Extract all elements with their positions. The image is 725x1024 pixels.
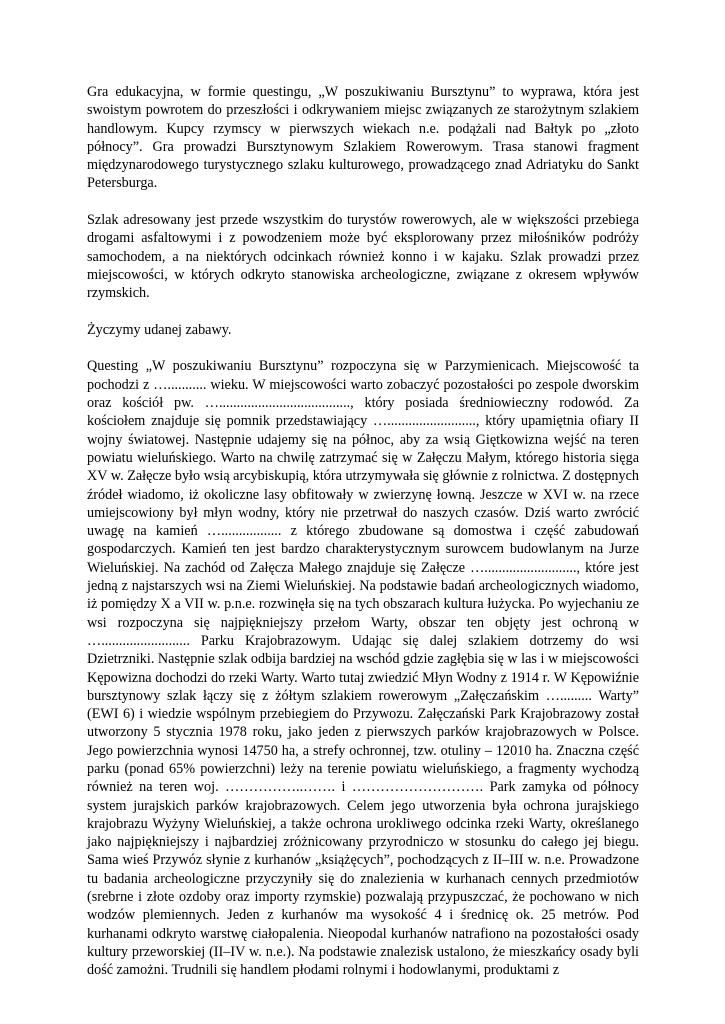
document-page: [87, 83, 639, 980]
greeting-paragraph: Życzymy udanej zabawy.: [87, 321, 232, 338]
questing-paragraph: Questing „W poszukiwaniu Bursztynu” rozpoczyna się w Parzymienicach. Miejscowość ta pochodzi z …........... wieku. W miejscowości warto zobaczyć pozostałości po zespole dworskim oraz kościół pw. …....................................., który posiada średniowieczny rodowód. Za kościołem znajduje się pomnik przedstawiający …........................., który upamiętnia ofiary II wojny światowej. Następnie udajemy się na północ, aby za wsią Giętkowizna wejść na teren powiatu wieluńskiego. Warto na chwilę zatrzymać się w Załęczu Małym, którego historia sięga XV w. Załęcze było wsią arcybiskupią, która utrzymywała się głównie z rolnictwa. Z dostępnych źródeł wiadomo, iż okoliczne lasy obfitowały w zwierzynę łowną. Jeszcze w XVI w. na rzece umiejscowiony był młyn wodny, który nie przetrwał do naszych czasów. Dziś warto zwrócić uwagę na kamień …................. z którego zbudowane są domostwa i część zabudowań gospodarczych. Kamień ten jest bardzo charakterystycznym surowcem budowlanym na Jurze Wieluńskiej. Na zachód od Załęcza Małego znajduje się Załęcze ….........................., które jest jedną z najstarszych wsi na Ziemi Wieluńskiej. Na podstawie badań archeologicznych wiadomo, iż pomiędzy X a VII w. p.n.e. rozwinęła się na tych obszarach kultura łużycka. Po wyjechaniu ze wsi rozpoczyna się najpiękniejszy przełom Warty, obszar ten objęty jest ochroną w …......................... Parku Krajobrazowym. Udając się dalej szlakiem dotrzemy do wsi Dzietrzniki. Następnie szlak odbija bardziej na wschód gdzie zagłębia się w las i w miejscowości Kępowizna dochodzi do rzeki Warty. Warto tutaj zwiedzić Młyn Wodny z 1914 r. W Kępowiźnie bursztynowy szlak łączy się z żółtym szlakiem rowerowym „Załęczańskim …......... Warty” (EWI 6) i wiedzie wspólnym przebiegiem do Przywozu. Załęczański Park Krajobrazowy został utworzony 5 stycznia 1978 roku, jako jeden z pierwszych parków krajobrazowych w Polsce. Jego powierzchnia wynosi 14750 ha, a strefy ochronnej, tzw. otuliny – 12010 ha. Znaczna część parku (ponad 65% powierzchni) leży na terenie powiatu wieluńskiego, a fragmenty wychodzą również na teren woj. ……………..……. i ………………………. Park zamyka od północy system jurajskich parków krajobrazowych. Celem jego utworzenia była ochrona jurajskiego krajobrazu Wyżyny Wieluńskiej, a także ochrona urokliwego odcinka rzeki Warty, określanego jako najpiękniejszy i najbardziej zróżnicowany przyrodniczo w stosunku do całego jej biegu. Sama wieś Przywóz słynie z kurhanów „książęcych”, pochodzących z II–III w. n.e. Prowadzone tu badania archeologiczne przyczyniły się do znalezienia w kurhanach cennych przedmiotów (srebrne i złote ozdoby oraz importy rzymskie) pozwalają przypuszczać, że pochowano w nich wodzów plemiennych. Jeden z kurhanów ma wysokość 4 i średnicę ok. 25 metrów. Pod kurhanami odkryto warstwę ciałopalenia. Nieopodal kurhanów natrafiono na pozostałości osady kultury przeworskiej (II–IV w. n.e.). Na podstawie znalezisk ustalono, że mieszkańcy osady byli dość zamożni. Trudnili się handlem płodami rolnymi i hodowlanymi, produktami z: [87, 358, 639, 979]
intro-paragraph: Gra edukacyjna, w formie questingu, „W poszukiwaniu Bursztynu” to wyprawa, która jest swoistym powrotem do przeszłości i odkrywaniem miejsc związanych ze starożytnym szlakiem handlowym. Kupcy rzymscy w pierwszych wiekach n.e. podążali nad Bałtyk po „złoto północy”. Gra prowadzi Bursztynowym Szlakiem Rowerowym. Trasa stanowi fragment międzynarodowego turystycznego szlaku kulturowego, prowadzącego znad Adriatyku do Sankt Petersburga.: [87, 84, 639, 192]
route-description-paragraph: Szlak adresowany jest przede wszystkim do turystów rowerowych, ale w większości przebiega drogami asfaltowymi i z powodzeniem może być eksplorowany przez miłośników podróży samochodem, a na niektórych odcinkach również konno i w kajaku. Szlak prowadzi przez miejscowości, w których odkryto stanowiska archeologiczne, związane z okresem wpływów rzymskich.: [87, 212, 639, 302]
